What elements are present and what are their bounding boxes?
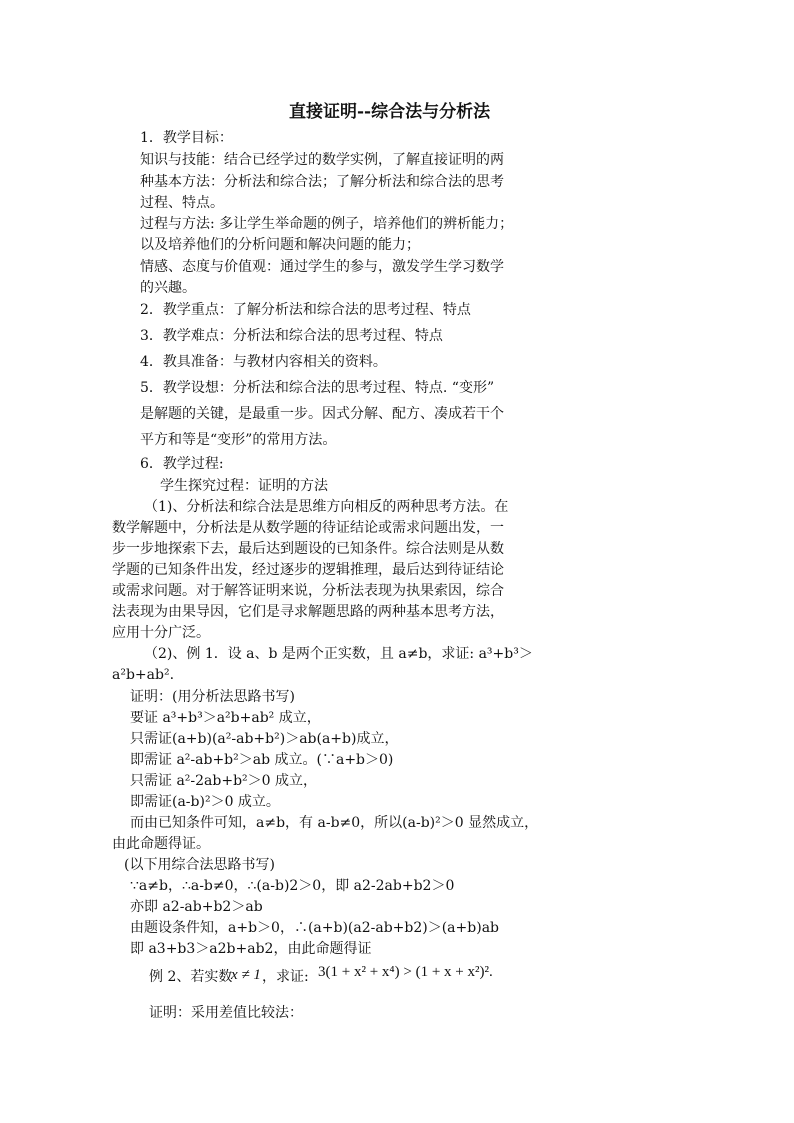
text-line: 种基本方法：分析法和综合法；了解分析法和综合法的思考 (140, 174, 504, 190)
text-line: 是解题的关键，是最重一步。因式分解、配方、凑成若干个 (140, 406, 504, 422)
proof-step: 即需证 a²-ab+b²＞ab 成立。(∵a+b＞0) (130, 752, 394, 768)
proof-step: 只需证 a²-2ab+b²＞0 成立， (130, 773, 318, 789)
example-2-prefix: 例 2、若实数 (149, 969, 233, 985)
example-2-formula: 3(1 + x² + x⁴) > (1 + x + x²)². (318, 964, 493, 980)
materials-line: 4．教具准备：与教材内容相关的资料。 (140, 354, 387, 370)
key-points-line: 2．教学重点：了解分析法和综合法的思考过程、特点 (140, 302, 471, 318)
text-line: 知识与技能：结合已经学过的数学实例，了解直接证明的两 (140, 152, 504, 168)
goals-heading: 1．教学目标： (140, 130, 233, 146)
process-heading: 6．教学过程: (140, 456, 224, 472)
text-line: 学题的已知条件出发，经过逐步的逻辑推理，最后达到待证结论 (112, 562, 504, 578)
proof-heading: 证明：采用差值比较法： (149, 1005, 303, 1021)
page-title: 直接证明--综合法与分析法 (289, 102, 491, 122)
synthesis-step: 亦即 a2-ab+b2＞ab (130, 899, 263, 915)
text-line: 情感、态度与价值观：通过学生的参与，激发学生学习数学 (140, 259, 504, 275)
synthesis-step: 即 a3+b3＞a2b+ab2，由此命题得证 (130, 941, 372, 957)
text-line: 过程与方法: 多让学生举命题的例子，培养他们的辨析能力； (140, 216, 514, 232)
example-1-line: a²b+ab². (112, 667, 175, 683)
proof-step: 即需证(a-b)²＞0 成立。 (130, 794, 280, 810)
proof-step: 而由已知条件可知，a≠b，有 a-b≠0，所以(a-b)²＞0 显然成立， (130, 815, 539, 831)
synthesis-step: 由题设条件知，a+b＞0，∴(a+b)(a2-ab+b2)＞(a+b)ab (130, 920, 499, 936)
synthesis-heading: (以下用综合法思路书写) (124, 857, 275, 873)
proof-step: 只需证(a+b)(a²-ab+b²)＞ab(a+b)成立， (130, 731, 399, 747)
synthesis-step: ∵a≠b，∴a-b≠0，∴(a-b)2＞0，即 a2-2ab+b2＞0 (130, 878, 455, 894)
text-line: 数学解题中，分析法是从数学题的待证结论或需求问题出发，一 (112, 520, 504, 536)
explore-line: 学生探究过程：证明的方法 (160, 478, 328, 494)
example-1-line: （2)、例 1．设 a、b 是两个正实数，且 a≠b，求证: a³+b³＞ (144, 646, 533, 662)
proof-step: 由此命题得证。 (112, 836, 210, 852)
text-line: 步一步地探索下去，最后达到题设的已知条件。综合法则是从数 (112, 541, 504, 557)
proof-step: 要证 a³+b³＞a²b+ab² 成立， (130, 710, 321, 726)
proof-heading: 证明：(用分析法思路书写) (130, 689, 295, 705)
example-2-condition: x ≠ 1 (231, 967, 261, 983)
text-line: 法表现为由果导因，它们是寻求解题思路的两种基本思考方法， (112, 604, 504, 620)
example-2-prove-label: ，求证: (262, 969, 309, 985)
text-line: 5．教学设想：分析法和综合法的思考过程、特点. “变形” (140, 380, 495, 396)
text-line: 平方和等是“变形”的常用方法。 (140, 432, 337, 448)
text-line: 或需求问题。对于解答证明来说，分析法表现为执果索因，综合 (112, 583, 504, 599)
text-line: 以及培养他们的分析问题和解决问题的能力； (140, 237, 420, 253)
text-line: 的兴趣。 (140, 280, 196, 296)
text-line: 应用十分广泛。 (112, 625, 210, 641)
text-line: 过程、特点。 (140, 195, 224, 211)
text-line: （1)、分析法和综合法是思维方向相反的两种思考方法。在 (144, 499, 509, 515)
difficulties-line: 3．教学难点：分析法和综合法的思考过程、特点 (140, 328, 443, 344)
